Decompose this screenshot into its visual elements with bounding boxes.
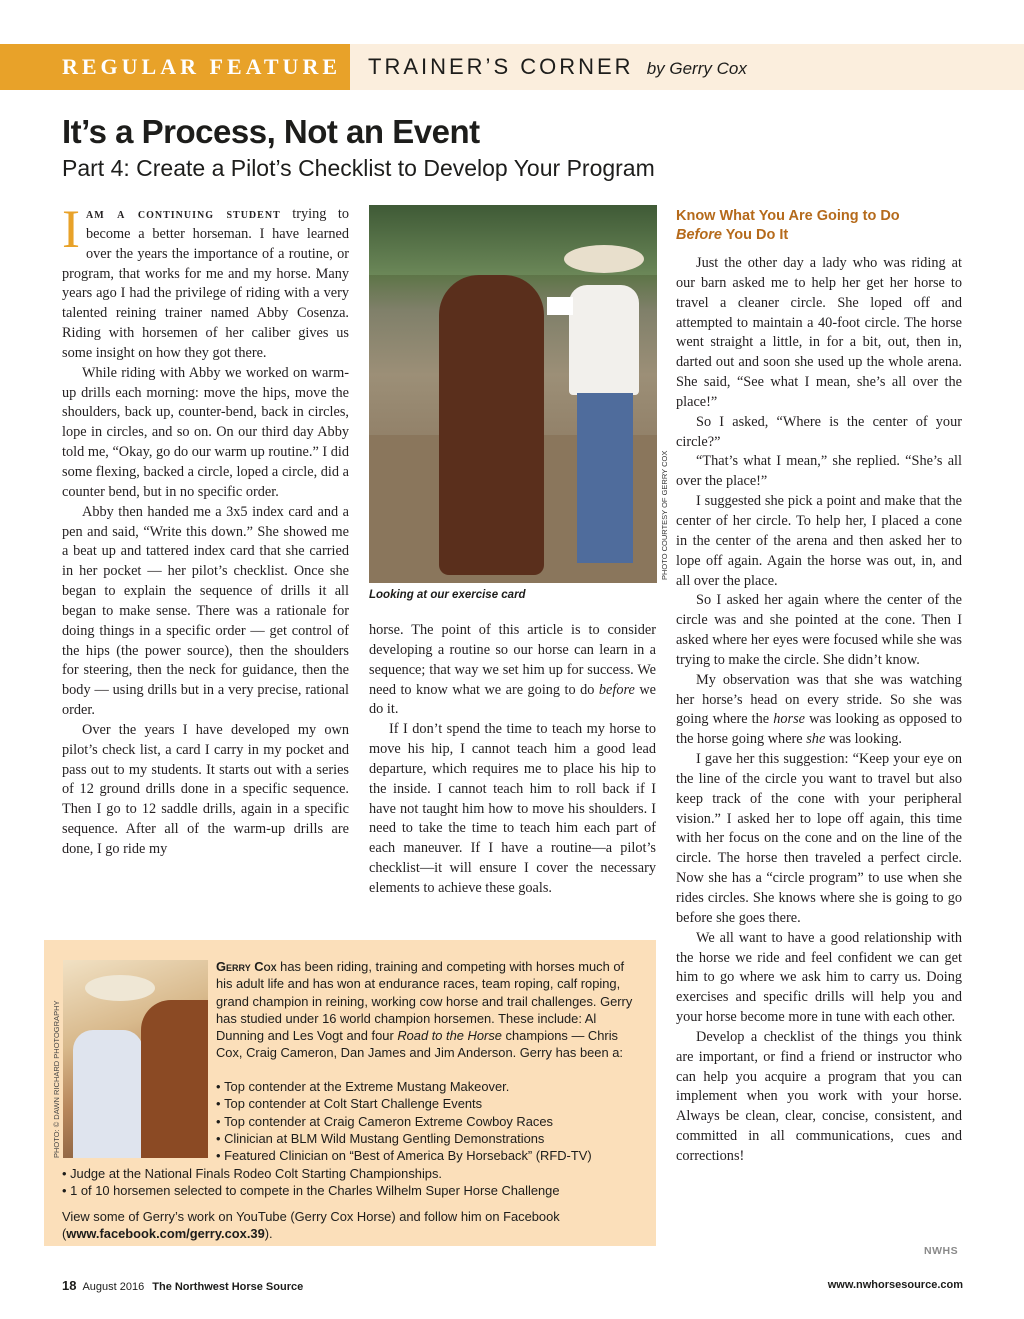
photo-man-hat	[564, 245, 644, 273]
bio-emphasis: Road to the Horse	[397, 1028, 502, 1044]
paragraph-text: trying to become a better horseman. I have learned over the years the importance of a routine, or program, that works for me and my horse. Many years ago I had the privilege of riding with a very talented reining trainer named Abby Cosenza. Riding with horsemen of her caliber gives us some insight on how they got there.	[62, 206, 349, 361]
article-subtitle: Part 4: Create a Pilot’s Checklist to Develop Your Program	[62, 155, 655, 181]
achievement-list	[216, 1078, 641, 1164]
paragraph-text: was looking.	[825, 731, 902, 748]
emphasis: before	[598, 681, 635, 698]
byline: by Gerry Cox	[646, 59, 747, 78]
paragraph: So I asked her again where the center of the circle was and she pointed at the cone. Then I asked where her eyes were focused while she was trying to make the circle. She didn’t know.	[676, 592, 962, 668]
paragraph: Just the other day a lady who was riding at our barn asked me to help her get her horse to travel a cleaner circle. She loped off and attempted to maintain a 40-foot circle. The horse went straight a little, in for a bit, out, then in, darted out and soon she used up the whole arena. She said, “See what I mean, she’s all over the place!”	[676, 255, 962, 410]
bio-text-part: has been riding, training and competing with horses much of his adult life and has won at endurance races, team roping, calf roping, grand champion in reining, working cow horse and trail challenges. Gerry has studied under 16 world champion horsemen. These include: Al Dunning and Les Vogt and four	[216, 959, 633, 1044]
paragraph-text: was looking as opposed to the horse going where	[676, 711, 962, 748]
bio-footer-text: ).	[264, 1226, 273, 1242]
paragraph: If I don’t spend the time to teach my horse to move his hip, I cannot teach him a good lead departure, which requires me to place his hip to the inside. I cannot teach him to roll back if I have not taught him how to move his shoulders. I need to take the time to teach him each part of each maneuver. If I have a routine—a pilot’s checklist—it will ensure I cover the necessary elements to achieve these goals.	[369, 721, 656, 896]
bio-footer-text: View some of Gerry’s work on YouTube (Gerry Cox Horse) and follow him on Facebook (	[62, 1209, 560, 1242]
section-title	[368, 54, 747, 80]
author-photo-credit: PHOTO: © DAWN RICHARD PHOTOGRAPHY	[52, 1000, 61, 1158]
article-title: It’s a Process, Not an Event	[62, 113, 480, 150]
list-item: • Top contender at the Extreme Mustang Makeover.	[216, 1078, 641, 1095]
paragraph	[62, 199, 349, 364]
column-3	[676, 254, 962, 1167]
paragraph: We all want to have a good relationship with the horse we ride and feel confident we can get him to go where we ask him to carry us. Doing exercises and specific drills will help you and your horse become more in tune with each other.	[676, 929, 962, 1026]
paragraph-text: My observation was that she was watching her horse’s head on every stride. So she was going where the	[676, 671, 962, 728]
signoff: NWHS	[924, 1245, 959, 1257]
author-horse	[141, 1000, 208, 1158]
section-heading	[676, 207, 966, 245]
paragraph-text: horse. The point of this article is to consider developing a routine so our horse can learn in a sequence; that way we set him up for success. We need to know what we are going to do	[369, 622, 656, 698]
drop-cap: I	[62, 199, 80, 259]
heading-text: Know What You Are Going to Do	[676, 208, 900, 224]
paragraph: Develop a checklist of the things you think are important, or find a friend or instructor who can help you acquire a program that you can implement when you work with your horse. Always be clean, clear, concise, consistent, and committed in all communications, cues and corrections!	[676, 1028, 962, 1164]
paragraph: “That’s what I mean,” she replied. “She’s all over the place!”	[676, 453, 962, 490]
photo-caption: Looking at our exercise card	[369, 589, 526, 601]
website-url[interactable]: www.nwhorsesource.com	[827, 1279, 963, 1291]
paragraph-text: we do it.	[369, 681, 656, 718]
list-item: • 1 of 10 horsemen selected to compete in the Charles Wilhelm Super Horse Challenge	[62, 1182, 652, 1199]
paragraph: Over the years I have developed my own pilot’s check list, a card I carry in my pocket and pass out to my students. It starts out with a series of 12 ground drills done in a specific sequence. Then I go to 12 saddle drills, again in a specific sequence. After all of the warm-up drills are done, I go ride my	[62, 721, 349, 857]
photo-credit: PHOTO COURTESY OF GERRY COX	[660, 450, 669, 580]
page-footer	[62, 1278, 303, 1293]
lead-in: am a continuing student	[85, 206, 281, 222]
photo-horse	[439, 275, 544, 575]
bio-social-links	[62, 1208, 647, 1243]
list-item: • Judge at the National Finals Rodeo Colt Starting Championships.	[62, 1165, 652, 1182]
list-item: • Top contender at Colt Start Challenge Events	[216, 1095, 641, 1112]
paragraph: While riding with Abby we worked on warm-up drills each morning: move the hips, move the shoulders, back up, counter-bend, back in circles, lope in circles, and so on. On our third day Abby told me, “Okay, go do our warm up routine.” I did some flexing, backed a circle, loped a circle, did a counter bend, but in no specific order.	[62, 364, 349, 500]
list-item: • Featured Clinician on “Best of America By Horseback” (RFD-TV)	[216, 1147, 641, 1164]
author-hat	[85, 975, 155, 1001]
author-bio-text	[216, 958, 641, 1062]
bio-text-part: champions — Chris Cox, Craig Cameron, Dan James and Jim Anderson. Gerry has been a:	[216, 1028, 623, 1061]
paragraph: I gave her this suggestion: “Keep your eye on the line of the circle you want to travel but also keep track of the cone with your peripheral vision.” I asked her to lope off again, this time with her focus on the cone and on the line of the circle. The horse then traveled a perfect circle. Now she has a “circle program” to use when she rides circles. She knows where she is going to go before she goes there.	[676, 751, 962, 926]
page-number: 18	[62, 1278, 77, 1293]
publication-name: The Northwest Horse Source	[152, 1281, 304, 1293]
list-item: • Clinician at BLM Wild Mustang Gentling Demonstrations	[216, 1130, 641, 1147]
bio-paragraph	[216, 958, 641, 1062]
photo-index-card	[547, 297, 573, 315]
heading-emphasis: Before	[676, 227, 722, 243]
paragraph	[676, 671, 962, 750]
facebook-link[interactable]: www.facebook.com/gerry.cox.39	[66, 1226, 265, 1242]
paragraph: Abby then handed me a 3x5 index card and a pen and said, “Write this down.” She showed me a beat up and tattered index card that she carried in her pocket — her pilot’s checklist. Once she began to explain the sequence of drills it all began to make sense. There was a rationale for doing things in a specific order — get control of the hips (the power source), then the shoulders for steering, then the neck for guidance, then the body — using drills but in a very precise, rational order.	[62, 503, 349, 719]
author-photo	[63, 960, 208, 1158]
paragraph: So I asked, “Where is the center of your circle?”	[676, 413, 962, 450]
paragraph: I suggested she pick a point and make that the center of her circle. To help her, I placed a cone in the center of the arena and then asked her to lope off again. Again the horse was out, in, and all over the place.	[676, 493, 962, 589]
column-1	[62, 199, 349, 860]
regular-feature-tab	[0, 44, 350, 90]
heading-text: You Do It	[721, 227, 789, 243]
list-item: • Top contender at Craig Cameron Extreme Cowboy Races	[216, 1113, 641, 1130]
author-name: Gerry Cox	[216, 959, 277, 974]
emphasis: she	[806, 731, 826, 748]
column-2	[369, 621, 656, 899]
issue-date: August 2016	[82, 1281, 145, 1293]
paragraph	[369, 621, 656, 720]
trainers-corner-label: TRAINER’S CORNER	[368, 54, 634, 79]
achievement-list-continued	[62, 1165, 652, 1200]
photo-man-shirt	[569, 285, 639, 395]
regular-feature-label: REGULAR FEATURE	[62, 54, 342, 79]
author-shirt	[73, 1030, 143, 1158]
exercise-card-photo	[369, 205, 657, 583]
photo-man-jeans	[577, 393, 633, 563]
emphasis: horse	[773, 711, 805, 728]
